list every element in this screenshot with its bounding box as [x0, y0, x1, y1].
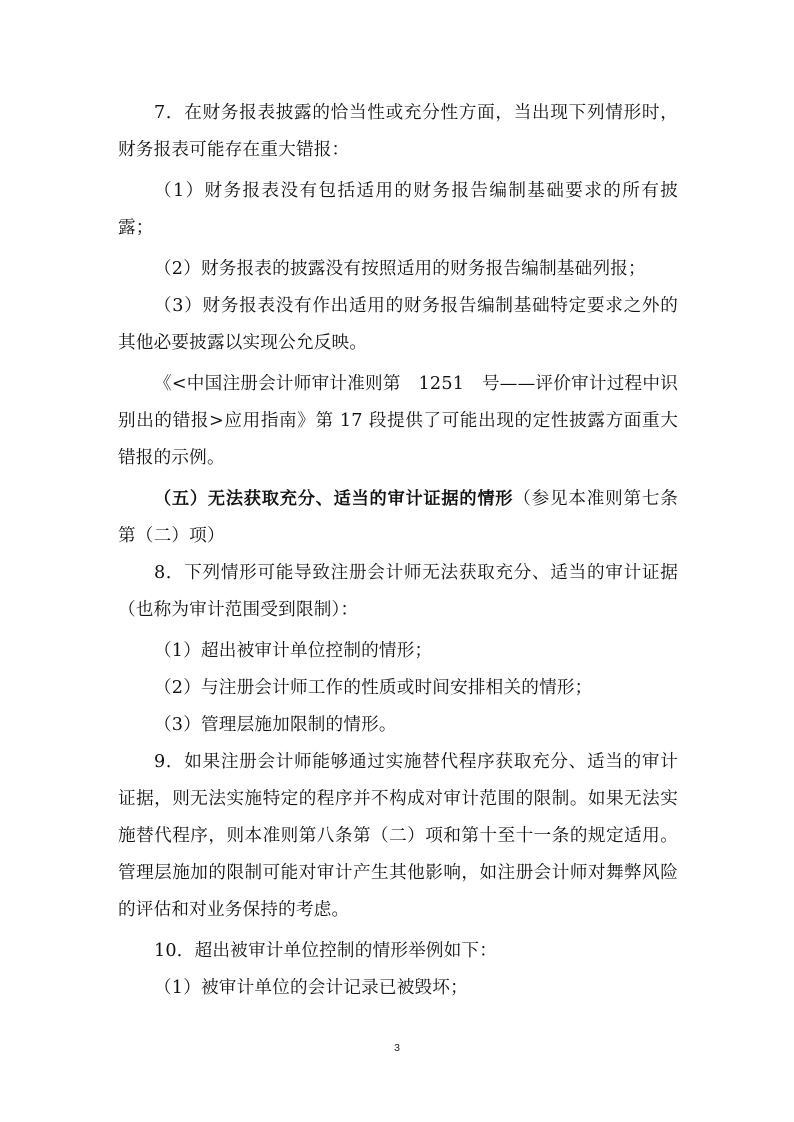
paragraph-8: 8．下列情形可能导致注册会计师无法获取充分、适当的审计证据（也称为审计范围受到限制）：	[118, 563, 678, 620]
section-heading-title: （五）无法获取充分、适当的审计证据的情形	[154, 489, 514, 509]
list-item-8-1: （1）超出被审计单位控制的情形；	[154, 641, 433, 661]
list-item-7-2: （2）财务报表的披露没有按照适用的财务报告编制基础列报；	[154, 259, 646, 279]
section-heading	[118, 481, 678, 555]
list-item-7-3: （3）财务报表没有作出适用的财务报告编制基础特定要求之外的其他必要披露以实现公允反映。	[118, 296, 678, 353]
paragraph-9: 9．如果注册会计师能够通过实施替代程序获取充分、适当的审计证据，则无法实施特定的程序并不构成对审计范围的限制。如果无法实施替代程序，则本准则第八条第（二）项和第十至十一条的规定适用。管理层施加的限制可能对审计产生其他影响，如注册会计师对舞弊风险的评估和对业务保持的考虑。	[118, 752, 678, 920]
paragraph-10: 10．超出被审计单位控制的情形举例如下：	[154, 941, 498, 961]
document-body	[118, 95, 678, 1007]
reference-paragraph: 《<中国注册会计师审计准则第 1251 号——评价审计过程中识别出的错报>应用指南》第 17 段提供了可能出现的定性披露方面重大错报的示例。	[118, 374, 678, 468]
page-number: 3	[394, 1042, 400, 1054]
list-item-8-3: （3）管理层施加限制的情形。	[154, 715, 397, 735]
list-item-7-1: （1）财务报表没有包括适用的财务报告编制基础要求的所有披露；	[118, 181, 678, 238]
list-item-10-1: （1）被审计单位的会计记录已被毁坏；	[154, 978, 468, 998]
list-item-8-2: （2）与注册会计师工作的性质或时间安排相关的情形；	[154, 678, 593, 698]
paragraph-7: 7．在财务报表披露的恰当性或充分性方面，当出现下列情形时，财务报表可能存在重大错报：	[118, 103, 678, 160]
section-heading-reference: （参见本准则第七条第（二）项）	[118, 489, 678, 546]
